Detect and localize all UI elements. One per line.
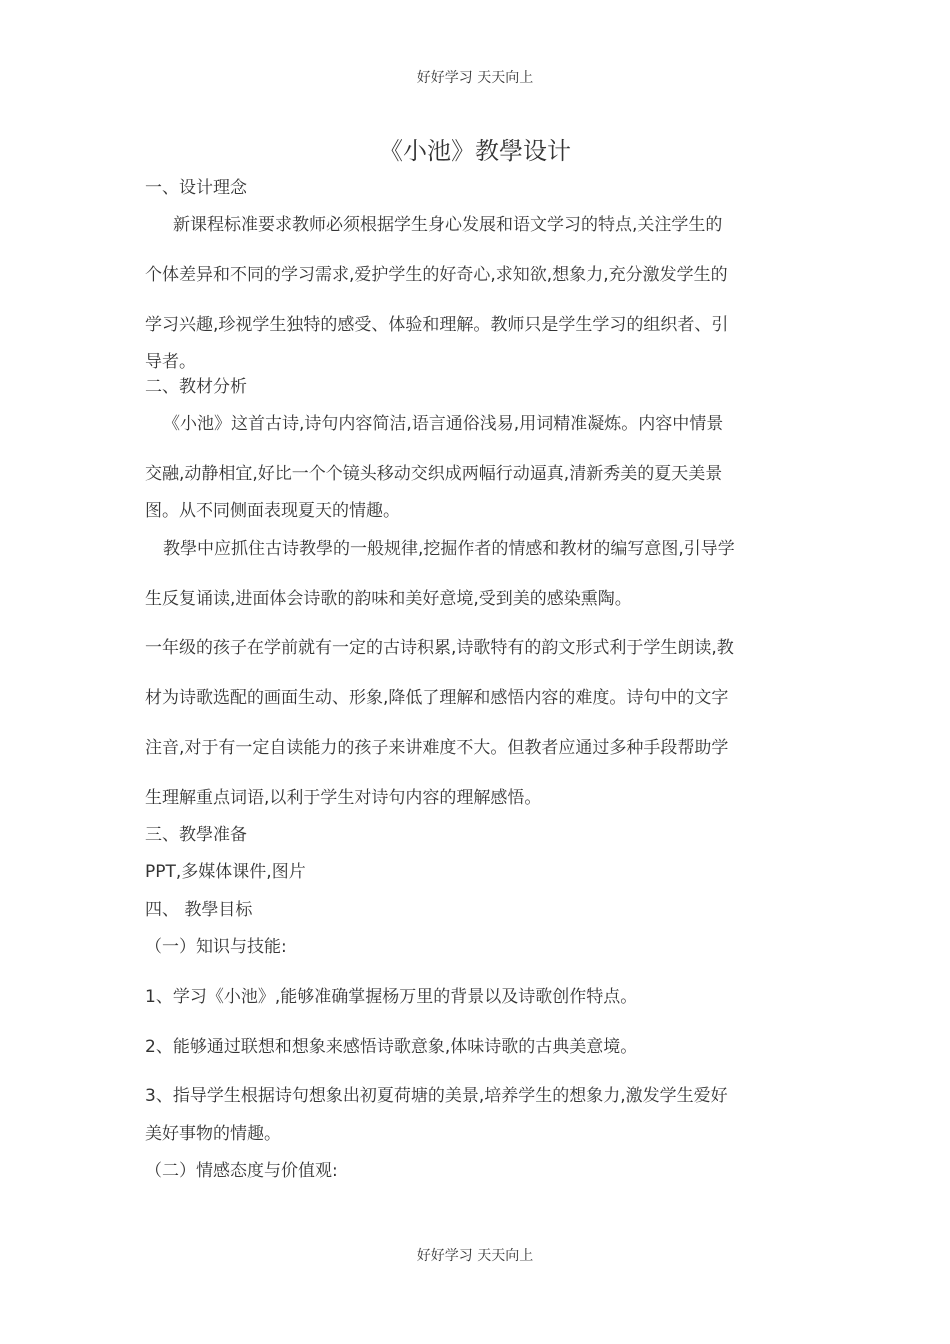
document-title: 《小池》教學设计 bbox=[379, 137, 571, 165]
paragraph-line: 材为诗歌选配的画面生动、形象,降低了理解和感悟内容的难度。诗句中的文字 bbox=[145, 688, 729, 708]
paragraph-line: 生理解重点词语,以利于学生对诗句内容的理解感悟。 bbox=[145, 788, 542, 808]
paragraph-line: 《小池》这首古诗,诗句内容简洁,语言通俗浅易,用词精准凝炼。内容中情景 bbox=[163, 414, 724, 434]
list-item: 3、指导学生根据诗句想象出初夏荷塘的美景,培养学生的想象力,激发学生爱好 bbox=[145, 1086, 728, 1106]
paragraph-line: 导者。 bbox=[145, 352, 196, 372]
paragraph-line: 注音,对于有一定自读能力的孩子来讲难度不大。但教者应通过多种手段帮助学 bbox=[145, 738, 729, 758]
paragraph-line: 交融,动静相宜,好比一个个镜头移动交织成两幅行动逼真,清新秀美的夏天美景 bbox=[145, 464, 723, 484]
section-heading-teaching-preparation: 三、教學准备 bbox=[145, 825, 247, 845]
subsection-heading-knowledge-skills: （一）知识与技能: bbox=[145, 937, 287, 957]
list-item: 2、能够通过联想和想象来感悟诗歌意象,体味诗歌的古典美意境。 bbox=[145, 1037, 638, 1057]
list-item: 1、学习《小池》,能够准确掌握杨万里的背景以及诗歌创作特点。 bbox=[145, 987, 638, 1007]
section-heading-design-concept: 一、设计理念 bbox=[145, 178, 247, 198]
list-item-continuation: 美好事物的情趣。 bbox=[145, 1124, 281, 1144]
paragraph-line: PPT,多媒体课件,图片 bbox=[145, 862, 306, 882]
paragraph-line: 个体差异和不同的学习需求,爱护学生的好奇心,求知欲,想象力,充分激发学生的 bbox=[145, 265, 728, 285]
paragraph-line: 图。从不同侧面表现夏天的情趣。 bbox=[145, 501, 400, 521]
page-footer: 好好学习 天天向上 bbox=[416, 1248, 534, 1264]
paragraph-line: 一年级的孩子在学前就有一定的古诗积累,诗歌特有的韵文形式利于学生朗读,教 bbox=[145, 638, 734, 658]
paragraph-line: 教學中应抓住古诗教學的一般规律,挖掘作者的情感和教材的编写意图,引导学 bbox=[163, 539, 735, 559]
paragraph-line: 学习兴趣,珍视学生独特的感受、体验和理解。教师只是学生学习的组织者、引 bbox=[145, 315, 729, 335]
section-heading-teaching-objectives: 四、 教學目标 bbox=[145, 900, 253, 920]
subsection-heading-emotion-attitude: （二）情感态度与价值观: bbox=[145, 1161, 338, 1181]
page-header: 好好学习 天天向上 bbox=[416, 70, 534, 86]
section-heading-material-analysis: 二、教材分析 bbox=[145, 377, 247, 397]
paragraph-line: 生反复诵读,进面体会诗歌的韵味和美好意境,受到美的感染熏陶。 bbox=[145, 589, 632, 609]
paragraph-line: 新课程标准要求教师必须根据学生身心发展和语文学习的特点,关注学生的 bbox=[173, 215, 723, 235]
